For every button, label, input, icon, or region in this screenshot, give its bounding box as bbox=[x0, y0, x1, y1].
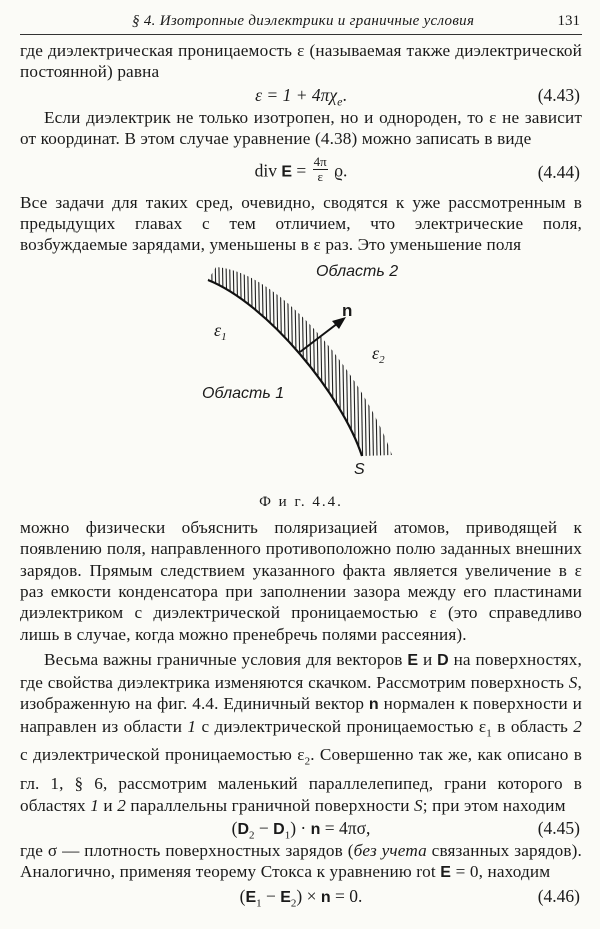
eq445-rhs: = 4πσ, bbox=[320, 818, 371, 838]
hatch-line bbox=[219, 260, 223, 492]
hatch-line bbox=[359, 260, 363, 492]
subscript-1: 1 bbox=[486, 726, 492, 739]
eq443-end: . bbox=[342, 84, 347, 105]
surface-S: S bbox=[414, 795, 423, 815]
hatch-line bbox=[384, 260, 388, 492]
figure-4-4-diagram bbox=[20, 260, 582, 492]
region-1: 1 bbox=[90, 795, 99, 815]
hatch-line bbox=[352, 260, 356, 492]
page-number: 131 bbox=[557, 13, 580, 29]
hatch-line bbox=[341, 260, 345, 492]
figure-label-region-2: Область 2 bbox=[316, 262, 399, 280]
hatch-line bbox=[366, 260, 370, 492]
hatch-line bbox=[356, 260, 360, 492]
paragraph-4: можно физически объяснить поляризацией атомов, приводящей к появлению поля, направленного противоположно полю заданных внешних зарядов. Прямым следствием указанного факта является увеличение в ε раз емкости конденсатора при заполнении зазора между его пластинами диэлектриком с диэлектрической проницаемостью ε (это справедливо лишь в случае, когда можно пренебречь полями рассеяния). bbox=[20, 517, 582, 644]
hatch-line bbox=[309, 260, 313, 492]
paragraph-5 bbox=[20, 649, 582, 816]
hatch-line bbox=[363, 260, 367, 492]
eq446-sub1: 1 bbox=[256, 897, 262, 910]
hatch-line bbox=[323, 260, 327, 492]
eq445-sub1: 1 bbox=[284, 829, 291, 842]
hatch-line bbox=[266, 260, 270, 492]
figure-label-region-1: Область 1 bbox=[202, 384, 285, 402]
eq444-vector-E: E bbox=[281, 163, 293, 181]
eq445-D2: D bbox=[237, 821, 249, 838]
hatch-line bbox=[258, 260, 262, 492]
hatch-line bbox=[338, 260, 342, 492]
hatch-line bbox=[208, 260, 212, 492]
hatch-line bbox=[402, 260, 406, 492]
hatching bbox=[190, 260, 406, 492]
figure-caption: Ф и г. 4.4. bbox=[259, 493, 343, 510]
hatch-line bbox=[312, 260, 316, 492]
eq444-lhs: div bbox=[254, 160, 282, 181]
hatch-line bbox=[269, 260, 273, 492]
eq445-minus: − bbox=[254, 818, 274, 838]
hatch-line bbox=[381, 260, 385, 492]
hatch-line bbox=[204, 260, 208, 492]
page bbox=[20, 8, 582, 908]
p5-text: , изображенную на фиг. 4.4. Единичный вектор bbox=[20, 672, 582, 714]
region-1: 1 bbox=[187, 716, 197, 736]
vector-E: E bbox=[407, 652, 419, 670]
equation-4-44 bbox=[20, 150, 582, 192]
eq446-n: n bbox=[320, 888, 331, 906]
p5-text: с диэлектрической проницаемостью ε bbox=[20, 745, 305, 765]
hatch-line bbox=[244, 260, 248, 492]
hatch-line bbox=[330, 260, 334, 492]
hatch-line bbox=[327, 260, 331, 492]
p5-text: в область bbox=[491, 716, 574, 736]
hatch-line bbox=[388, 260, 392, 492]
eq443-sub: e bbox=[337, 94, 343, 109]
eq445-n: n bbox=[310, 821, 321, 838]
hatch-line bbox=[212, 260, 216, 492]
eq444-eq: = bbox=[292, 160, 311, 181]
equation-number: (4.43) bbox=[537, 84, 580, 105]
hatch-line bbox=[305, 260, 309, 492]
eq445-D1: D bbox=[273, 821, 285, 838]
region-2: 2 bbox=[573, 716, 583, 736]
hatch-line bbox=[334, 260, 338, 492]
hatch-line bbox=[226, 260, 230, 492]
eq445-open: ( bbox=[231, 818, 238, 838]
eq446-close: ) × bbox=[296, 885, 321, 906]
hatch-line bbox=[399, 260, 403, 492]
boundary-surface bbox=[208, 280, 362, 456]
p5-text: с диэлектрической проницаемостью ε bbox=[196, 716, 487, 736]
eq445-close: ) · bbox=[290, 818, 311, 838]
vector-n: n bbox=[368, 696, 379, 714]
eq444-rhs: ϱ. bbox=[329, 160, 348, 181]
eq446-sub2: 2 bbox=[290, 897, 297, 910]
hatch-line bbox=[222, 260, 226, 492]
figure-eps1-sub: 1 bbox=[221, 330, 227, 343]
vector-D: D bbox=[437, 652, 449, 670]
eq446-E2: E bbox=[280, 888, 291, 906]
hatch-line bbox=[287, 260, 291, 492]
figure-eps2-sub: 2 bbox=[379, 353, 385, 366]
hatch-line bbox=[262, 260, 266, 492]
figure-label-n: n bbox=[342, 300, 353, 320]
paragraph-2: Если диэлектрик не только изотропен, но и однороден, то ε не зависит от координат. В этом случае уравнение (4.38) можно записать в виде bbox=[20, 107, 582, 149]
hatch-line bbox=[302, 260, 306, 492]
p5-text: на поверхностях, где свойства диэлектрика изменяются скачком. Рассмотрим поверхность bbox=[20, 650, 582, 692]
hatch-line bbox=[255, 260, 259, 492]
p6-text: = 0, находим bbox=[451, 862, 551, 882]
section-title: § 4. Изотропные диэлектрики и граничные условия bbox=[132, 13, 475, 29]
p5-text: и bbox=[98, 795, 118, 815]
paragraph-3: Все задачи для таких сред, очевидно, сводятся к уже рассмотренным в предыдущих главах с тем отличием, что электрические поля, возбуждаемые зарядами, уменьшены в ε раз. Это уменьшение поля bbox=[20, 192, 582, 255]
hatch-line bbox=[215, 260, 219, 492]
equation-4-45 bbox=[20, 816, 582, 840]
equation-number: (4.44) bbox=[537, 161, 580, 182]
equation-4-43 bbox=[20, 83, 582, 107]
p6-italic: без учета bbox=[353, 841, 427, 860]
p5-text: и bbox=[418, 650, 438, 670]
hatch-line bbox=[197, 260, 201, 492]
p6-text: связанных зарядов). Аналогично, применяя теорему Стокса к уравнению rot bbox=[20, 841, 582, 882]
hatch-line bbox=[320, 260, 324, 492]
hatch-line bbox=[294, 260, 298, 492]
eq446-rhs: = 0. bbox=[330, 885, 363, 906]
p5-text: . Совершенно так же, как описано в гл. 1, § 6, рассмотрим маленький параллелепипед, грани которого в областях bbox=[20, 745, 582, 815]
p5-text: ; при этом находим bbox=[422, 795, 566, 815]
hatch-line bbox=[230, 260, 234, 492]
hatch-line bbox=[284, 260, 288, 492]
p5-text: параллельны граничной поверхности bbox=[125, 795, 415, 815]
hatch-line bbox=[273, 260, 277, 492]
p6-text: где σ — плотность поверхностных зарядов ( bbox=[20, 841, 354, 860]
hatch-line bbox=[201, 260, 205, 492]
eq446-minus: − bbox=[261, 885, 281, 906]
hatch-line bbox=[392, 260, 396, 492]
eq445-sub2: 2 bbox=[249, 829, 255, 842]
figure-label-eps1 bbox=[214, 320, 227, 343]
hatch-line bbox=[194, 260, 198, 492]
paragraph-1: где диэлектрическая проницаемость ε (называемая также диэлектрической постоянной) равна bbox=[20, 41, 582, 82]
eq444-numerator: 4π bbox=[313, 153, 327, 169]
figure-label-S: S bbox=[354, 460, 365, 478]
eq446-E1: E bbox=[245, 888, 257, 906]
surface-S: S bbox=[568, 672, 578, 692]
hatch-line bbox=[251, 260, 255, 492]
p5-text: Весьма важны граничные условия для векторов bbox=[44, 650, 408, 670]
eq444-fraction bbox=[313, 155, 328, 184]
eq446-open: ( bbox=[239, 885, 246, 906]
figure-eps2-symbol: ε bbox=[372, 342, 380, 363]
figure-4-4 bbox=[20, 260, 582, 492]
running-header bbox=[20, 8, 582, 35]
subscript-2: 2 bbox=[304, 755, 311, 768]
eq443-lhs: ε = 1 + 4πχ bbox=[255, 84, 338, 105]
eq444-denominator: ε bbox=[317, 168, 323, 184]
hatch-line bbox=[240, 260, 244, 492]
hatch-line bbox=[190, 260, 194, 492]
hatch-line bbox=[298, 260, 302, 492]
vector-E: E bbox=[440, 864, 452, 882]
equation-number: (4.45) bbox=[537, 818, 580, 838]
region-2: 2 bbox=[117, 795, 126, 815]
figure-label-eps2 bbox=[372, 343, 385, 366]
equation-number: (4.46) bbox=[537, 885, 580, 906]
hatch-line bbox=[348, 260, 352, 492]
hatch-line bbox=[374, 260, 378, 492]
hatch-line bbox=[276, 260, 280, 492]
hatch-line bbox=[395, 260, 399, 492]
equation-4-46 bbox=[20, 884, 582, 908]
figure-eps1-symbol: ε bbox=[214, 319, 222, 340]
hatch-line bbox=[370, 260, 374, 492]
hatch-line bbox=[345, 260, 349, 492]
p5-text: нормален к поверхности и направлен из области bbox=[20, 694, 582, 736]
hatch-line bbox=[280, 260, 284, 492]
hatch-line bbox=[291, 260, 295, 492]
hatch-line bbox=[248, 260, 252, 492]
hatch-line bbox=[377, 260, 381, 492]
